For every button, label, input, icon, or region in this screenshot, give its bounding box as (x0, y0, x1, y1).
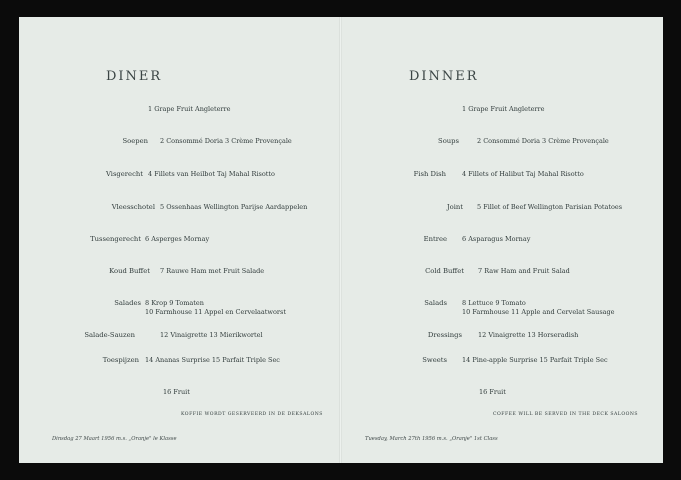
menu-row (19, 235, 339, 249)
course-label: Sweets (422, 356, 447, 364)
course-items-line-2: 10 Farmhouse 11 Appel en Cervelaatworst (145, 308, 286, 316)
course-label: Tussengerecht (90, 235, 141, 243)
menu-row (19, 105, 339, 119)
course-label: Salades (114, 299, 141, 307)
menu-row (342, 267, 663, 281)
course-label: Fish Dish (413, 170, 446, 178)
course-items: 12 Vinaigrette 13 Horseradish (478, 331, 579, 339)
menu-row (342, 356, 663, 370)
menu-row (19, 267, 339, 281)
page-title: DINER (106, 69, 163, 84)
course-items: 12 Vinaigrette 13 Mierikwortel (160, 331, 263, 339)
course-items: 4 Fillets van Heilbot Taj Mahal Risotto (148, 170, 275, 178)
course-label: Salads (424, 299, 447, 307)
course-label: Entree (423, 235, 447, 243)
menu-row (19, 170, 339, 184)
date-footer: Tuesday, March 27th 1956 m.s. „Oranje" 1st Class (365, 436, 498, 442)
course-items: 14 Pine-apple Surprise 15 Parfait Triple Sec (462, 356, 608, 364)
course-items: 1 Grape Fruit Angleterre (462, 105, 545, 113)
course-label: Koud Buffet (109, 267, 150, 275)
course-label: Joint (446, 203, 463, 211)
menu-row (342, 105, 663, 119)
page-title: DINNER (409, 69, 479, 84)
course-label: Cold Buffet (425, 267, 464, 275)
course-items: 6 Asperges Mornay (145, 235, 210, 243)
course-items: 5 Ossenhaas Wellington Parijse Aardappelen (160, 203, 308, 211)
menu-row (342, 170, 663, 184)
course-label: Dressings (427, 331, 462, 339)
course-items: 14 Ananas Surprise 15 Parfait Triple Sec (145, 356, 280, 364)
menu-row (19, 356, 339, 370)
course-items: 4 Fillets of Halibut Taj Mahal Risotto (462, 170, 584, 178)
course-items: 16 Fruit (479, 388, 506, 396)
dutch-menu-page (19, 17, 339, 463)
menu-row (342, 331, 663, 345)
coffee-note: KOFFIE WORDT GESERVEERD IN DE DEKSALONS (181, 412, 323, 417)
course-items: 16 Fruit (163, 388, 190, 396)
english-menu-page (342, 17, 663, 463)
menu-row (342, 299, 663, 323)
course-label: Vleesschotel (111, 203, 155, 211)
course-items: 7 Raw Ham and Fruit Salad (478, 267, 570, 275)
course-label: Toespijzen (102, 356, 139, 364)
course-items: 8 Lettuce 9 Tomato (462, 299, 526, 307)
course-label: Visgerecht (105, 170, 143, 178)
coffee-note: COFFEE WILL BE SERVED IN THE DECK SALOONS (493, 412, 639, 417)
course-items: 8 Krop 9 Tomaten (145, 299, 204, 307)
course-items-line-2: 10 Farmhouse 11 Apple and Cervelat Sausage (462, 308, 615, 316)
menu-row (19, 137, 339, 151)
course-items: 6 Asparagus Mornay (462, 235, 531, 243)
course-items: 2 Consommé Doria 3 Crème Provençale (477, 137, 609, 145)
course-items: 2 Consommé Doria 3 Crème Provençale (160, 137, 292, 145)
menu-row (342, 137, 663, 151)
course-items: 1 Grape Fruit Angleterre (148, 105, 231, 113)
menu-row (342, 388, 663, 402)
course-items: 5 Fillet of Beef Wellington Parisian Potatoes (477, 203, 623, 211)
course-label: Salade-Sauzen (84, 331, 135, 339)
menu-row (19, 203, 339, 217)
menu-row (19, 388, 339, 402)
menu-row (342, 235, 663, 249)
course-items: 7 Rauwe Ham met Fruit Salade (160, 267, 265, 275)
menu-row (19, 299, 339, 323)
menu-row (342, 203, 663, 217)
menu-row (19, 331, 339, 345)
course-label: Soepen (122, 137, 148, 145)
course-label: Soups (438, 137, 459, 145)
date-footer: Dinsdag 27 Maart 1956 m.s. „Oranje" le Klasse (52, 436, 177, 442)
